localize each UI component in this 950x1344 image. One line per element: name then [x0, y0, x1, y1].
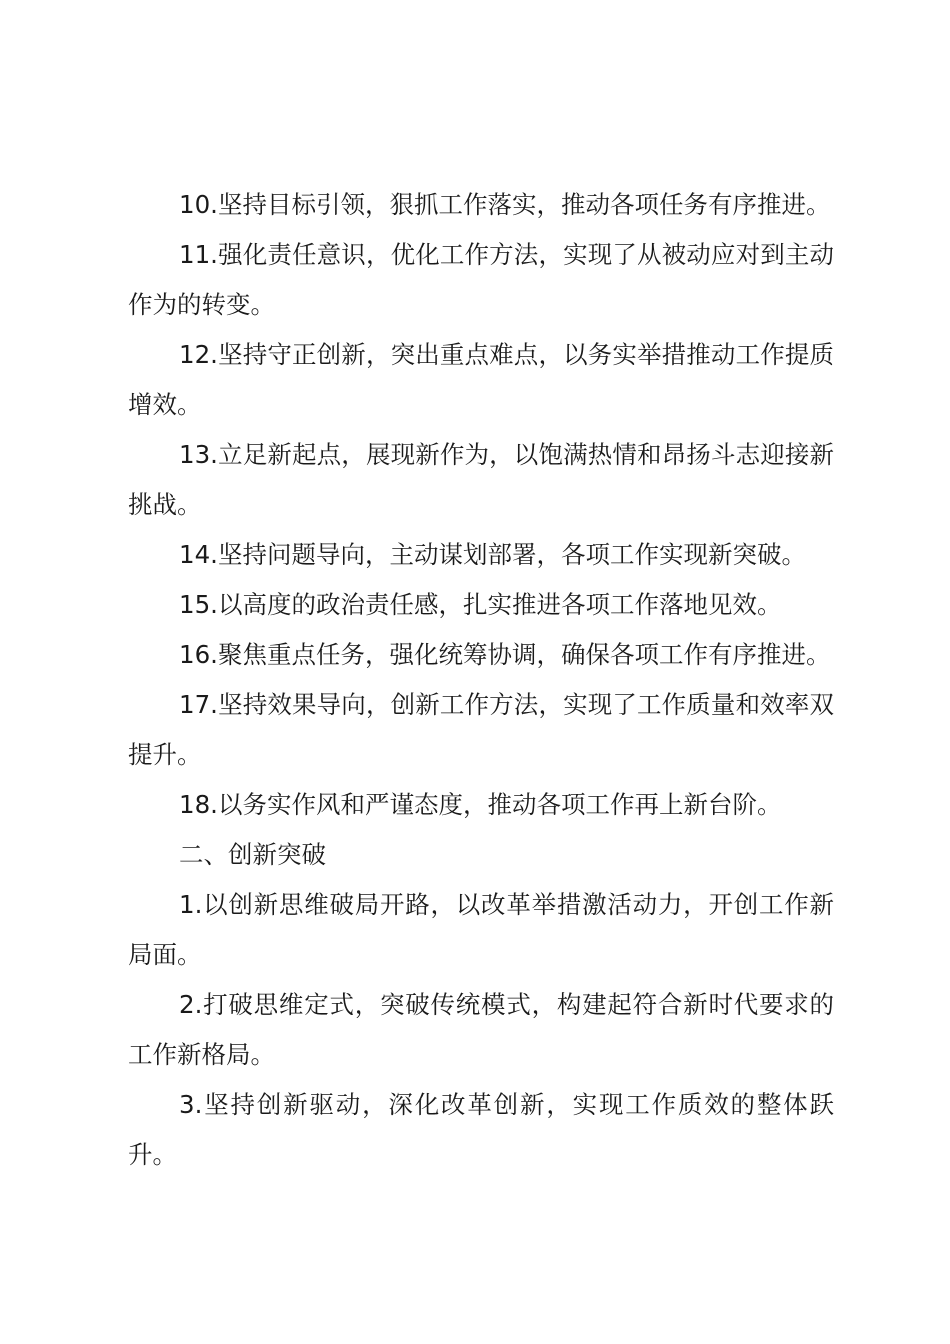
document-body — [128, 180, 834, 1180]
paragraph-item-10: 10.坚持目标引领，狠抓工作落实，推动各项任务有序推进。 — [179, 190, 831, 219]
paragraph-item-11: 11.强化责任意识，优化工作方法，实现了从被动应对到主动作为的转变。 — [128, 240, 834, 319]
paragraph-item-13: 13.立足新起点，展现新作为，以饱满热情和昂扬斗志迎接新挑战。 — [128, 440, 834, 519]
section-heading: 二、创新突破 — [179, 840, 326, 869]
paragraph-item-16: 16.聚焦重点任务，强化统筹协调，确保各项工作有序推进。 — [179, 640, 831, 669]
paragraph-item-18: 18.以务实作风和严谨态度，推动各项工作再上新台阶。 — [179, 790, 782, 819]
paragraph-item-1: 1.以创新思维破局开路，以改革举措激活动力，开创工作新局面。 — [128, 890, 834, 969]
paragraph-item-2: 2.打破思维定式，突破传统模式，构建起符合新时代要求的工作新格局。 — [128, 990, 834, 1069]
paragraph-item-15: 15.以高度的政治责任感，扎实推进各项工作落地见效。 — [179, 590, 782, 619]
paragraph-item-3: 3.坚持创新驱动，深化改革创新，实现工作质效的整体跃升。 — [128, 1090, 834, 1169]
paragraph-item-17: 17.坚持效果导向，创新工作方法，实现了工作质量和效率双提升。 — [128, 690, 834, 769]
paragraph-item-12: 12.坚持守正创新，突出重点难点，以务实举措推动工作提质增效。 — [128, 340, 834, 419]
paragraph-item-14: 14.坚持问题导向，主动谋划部署，各项工作实现新突破。 — [179, 540, 806, 569]
